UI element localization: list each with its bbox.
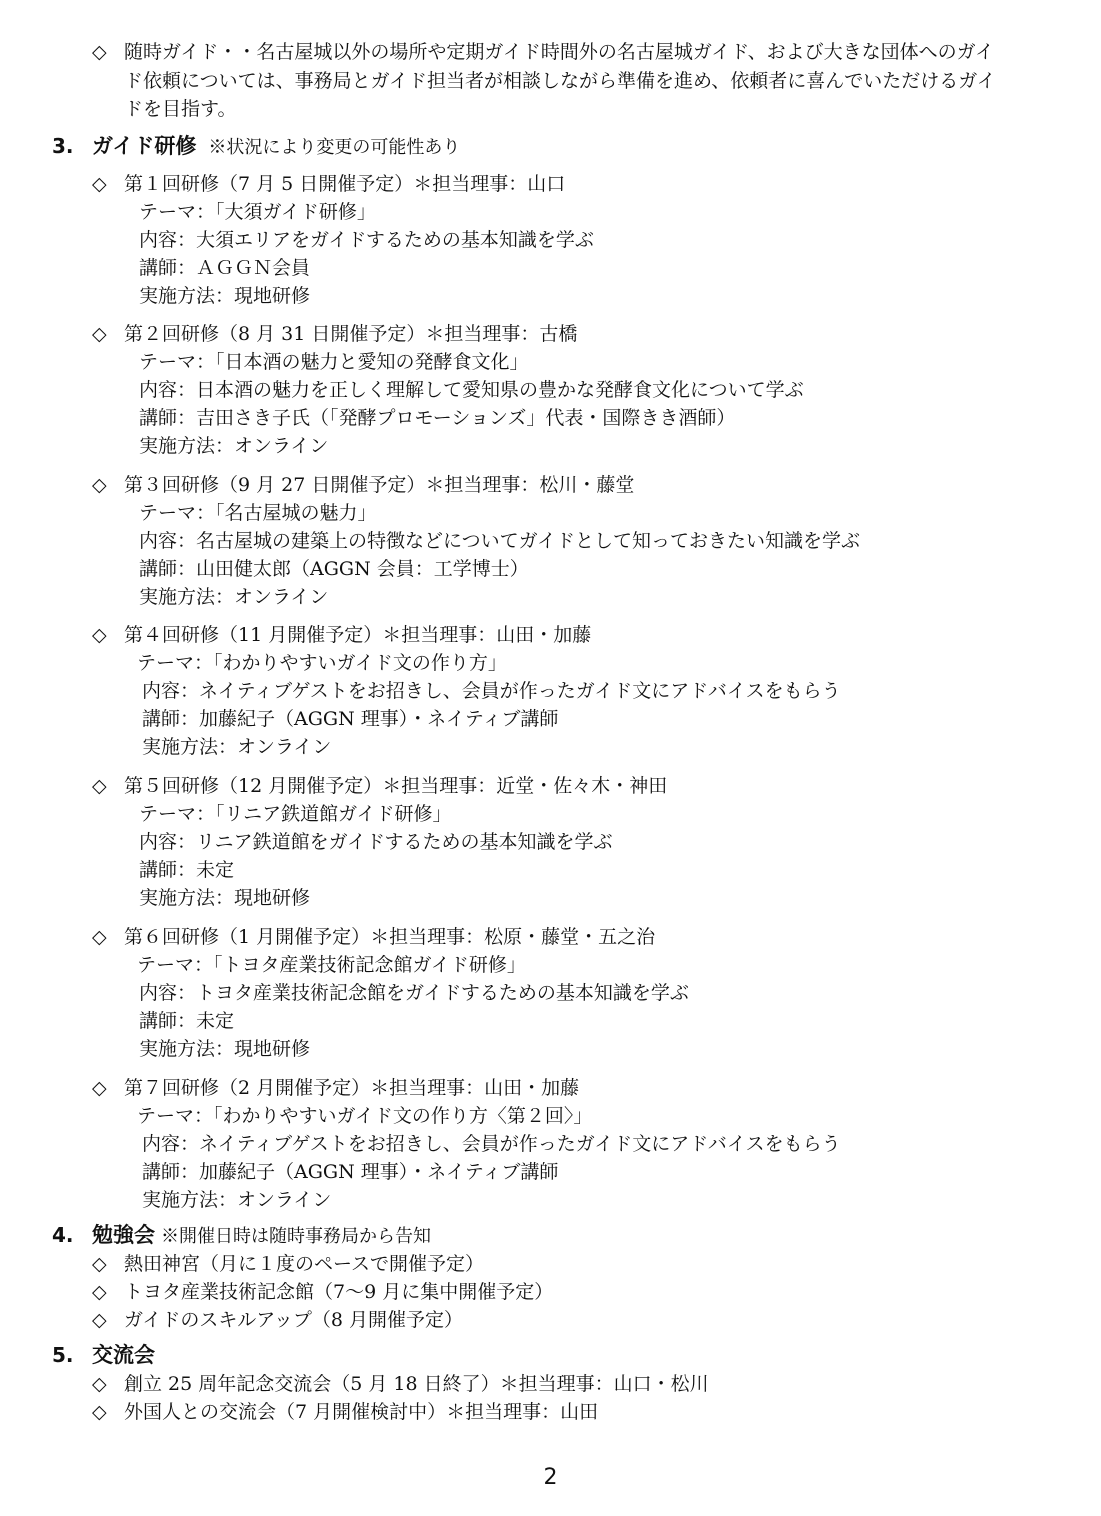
training-1-content: 内容：大須エリアをガイドするための基本知識を学ぶ (139, 229, 594, 251)
training-7-content: 内容：ネイティブゲストをお招きし、会員が作ったガイド文にアドバイスをもらう (142, 1133, 841, 1155)
training-7-lecturer: 講師：加藤紀子（AGGN 理事）・ネイティブ講師 (142, 1161, 559, 1183)
training-3-lecturer: 講師：山田健太郎（AGGN 会員：工学博士） (139, 558, 529, 580)
training-5-lecturer: 講師：未定 (139, 859, 235, 881)
training-1-theme: テーマ：「大須ガイド研修」 (139, 201, 376, 223)
intro-line-1: 随時ガイド・・名古屋城以外の場所や定期ガイド時間外の名古屋城ガイド、および大きな団体へのガイ (124, 41, 995, 63)
study-item-2: トヨタ産業技術記念館（7～9 月に集中開催予定） (124, 1281, 554, 1303)
diamond-bullet-icon: ◇ (92, 624, 107, 646)
section-3-note: ※状況により変更の可能性あり (208, 137, 461, 158)
training-2-heading: 第２回研修（8 月 31 日開催予定）＊担当理事：古橋 (124, 323, 578, 345)
training-2-method: 実施方法：オンライン (139, 435, 329, 457)
training-5-content: 内容：リニア鉄道館をガイドするための基本知識を学ぶ (139, 831, 613, 853)
training-2-theme: テーマ：「日本酒の魅力と愛知の発酵食文化」 (139, 351, 529, 373)
training-2-lecturer: 講師：吉田さき子氏（「発酵プロモーションズ」代表・国際きき酒師） (139, 407, 736, 429)
training-5-heading: 第５回研修（12 月開催予定）＊担当理事：近堂・佐々木・神田 (124, 775, 668, 797)
study-item-1: 熱田神宮（月に１度のペースで開催予定） (124, 1253, 485, 1275)
training-6-method: 実施方法：現地研修 (139, 1038, 311, 1060)
training-4-content: 内容：ネイティブゲストをお招きし、会員が作ったガイド文にアドバイスをもらう (142, 680, 841, 702)
diamond-bullet-icon: ◇ (92, 474, 107, 496)
study-item-3: ガイドのスキルアップ（8 月開催予定） (124, 1309, 464, 1331)
diamond-bullet-icon: ◇ (92, 173, 107, 195)
section-4-heading (92, 1220, 431, 1252)
training-6-lecturer: 講師：未定 (139, 1010, 235, 1032)
diamond-bullet-icon: ◇ (92, 1253, 107, 1275)
exchange-item-2: 外国人との交流会（7 月開催検討中）＊担当理事：山田 (124, 1401, 599, 1423)
diamond-bullet-icon: ◇ (92, 1077, 107, 1099)
training-6-heading: 第６回研修（1 月開催予定）＊担当理事：松原・藤堂・五之治 (124, 926, 656, 948)
training-4-method: 実施方法：オンライン (142, 736, 332, 758)
training-5-theme: テーマ：「リニア鉄道館ガイド研修」 (139, 803, 452, 825)
diamond-bullet-icon: ◇ (92, 1281, 107, 1303)
training-5-method: 実施方法：現地研修 (139, 887, 311, 909)
section-3-heading (92, 131, 460, 163)
training-4-lecturer: 講師：加藤紀子（AGGN 理事）・ネイティブ講師 (142, 708, 559, 730)
intro-line-3: ドを目指す。 (124, 98, 237, 120)
training-3-method: 実施方法：オンライン (139, 586, 329, 608)
training-7-theme: テーマ：「わかりやすいガイド文の作り方〈第２回〉」 (137, 1105, 593, 1127)
intro-line-2: ド依頼については、事務局とガイド担当者が相談しながら準備を進め、依頼者に喜んでいただけるガイ (124, 70, 996, 92)
diamond-bullet-icon: ◇ (92, 1309, 107, 1331)
training-1-lecturer: 講師：ＡＧＧＮ会員 (139, 257, 311, 279)
diamond-bullet-icon: ◇ (92, 775, 107, 797)
training-3-theme: テーマ：「名古屋城の魅力」 (139, 502, 377, 524)
section-3-number: 3. (52, 134, 74, 158)
diamond-bullet-icon: ◇ (92, 1373, 107, 1395)
section-4-number: 4. (52, 1223, 74, 1247)
training-4-theme: テーマ：「わかりやすいガイド文の作り方」 (137, 652, 507, 674)
section-3-title: ガイド研修 (92, 134, 197, 158)
training-3-heading: 第３回研修（9 月 27 日開催予定）＊担当理事：松川・藤堂 (124, 474, 635, 496)
diamond-bullet-icon: ◇ (92, 926, 107, 948)
training-3-content: 内容：名古屋城の建築上の特徴などについてガイドとして知っておきたい知識を学ぶ (139, 530, 861, 552)
section-5-title: 交流会 (92, 1343, 155, 1367)
training-6-content: 内容：トヨタ産業技術記念館をガイドするための基本知識を学ぶ (139, 982, 689, 1004)
diamond-bullet-icon: ◇ (92, 323, 107, 345)
training-1-heading: 第１回研修（7 月 5 日開催予定）＊担当理事：山口 (124, 173, 566, 195)
training-1-method: 実施方法：現地研修 (139, 285, 311, 307)
training-4-heading: 第４回研修（11 月開催予定）＊担当理事：山田・加藤 (124, 624, 592, 646)
section-5-number: 5. (52, 1343, 74, 1367)
training-7-heading: 第７回研修（2 月開催予定）＊担当理事：山田・加藤 (124, 1077, 580, 1099)
section-4-title: 勉強会 (92, 1223, 155, 1247)
training-6-theme: テーマ：「トヨタ産業技術記念館ガイド研修」 (137, 954, 526, 976)
training-7-method: 実施方法：オンライン (142, 1189, 332, 1211)
section-4-note: ※開催日時は随時事務局から告知 (161, 1226, 431, 1247)
diamond-bullet-icon: ◇ (92, 1401, 107, 1423)
exchange-item-1: 創立 25 周年記念交流会（5 月 18 日終了）＊担当理事：山口・松川 (124, 1373, 709, 1395)
training-2-content: 内容：日本酒の魅力を正しく理解して愛知県の豊かな発酵食文化について学ぶ (139, 379, 804, 401)
diamond-bullet-icon: ◇ (92, 41, 107, 63)
page-number: 2 (543, 1465, 558, 1490)
